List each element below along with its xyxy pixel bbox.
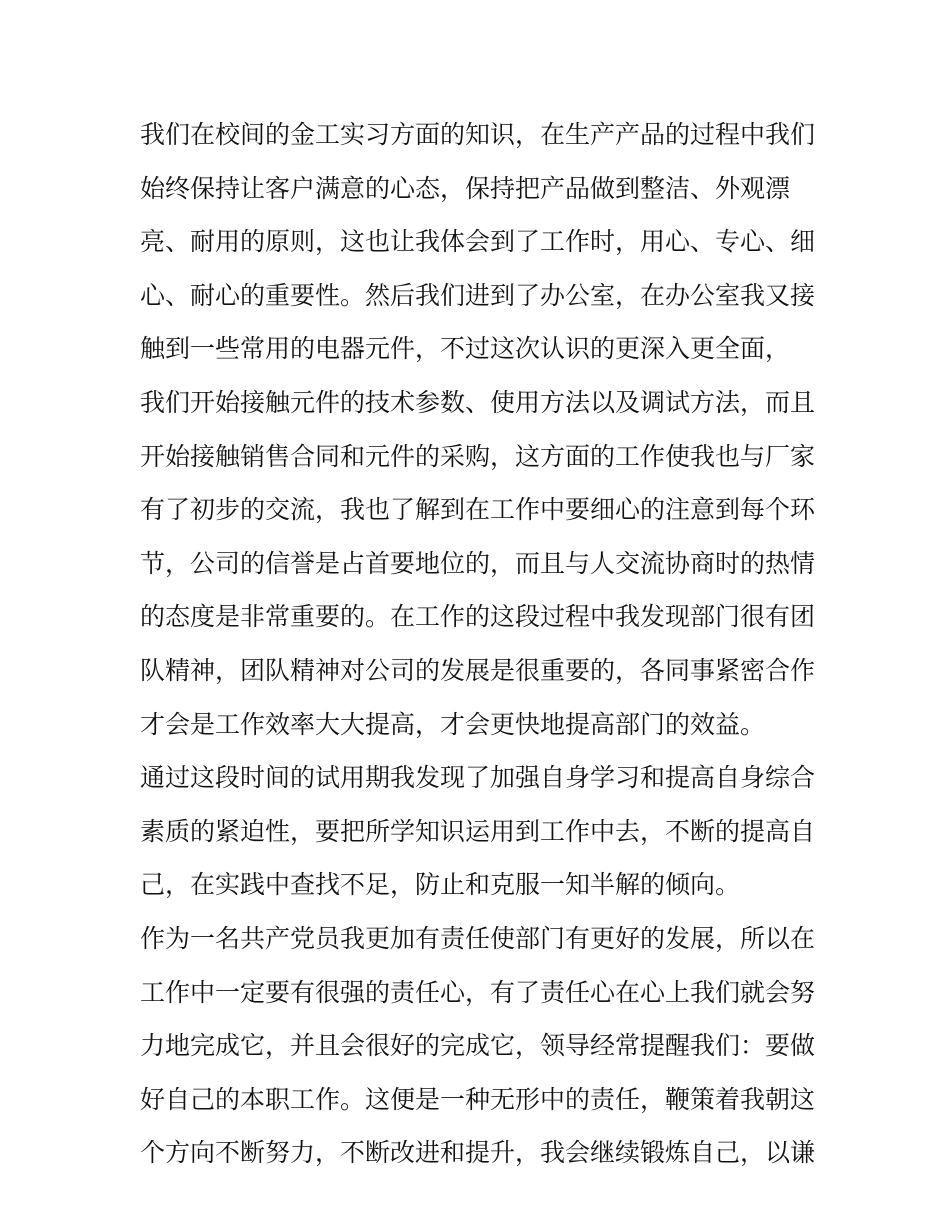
text-line: 有了初步的交流，我也了解到在工作中要细心的注意到每个环 (140, 495, 816, 525)
text-line: 队精神，团队精神对公司的发展是很重要的，各同事紧密合作 (140, 655, 816, 685)
text-line: 工作中一定要有很强的责任心，有了责任心在心上我们就会努 (140, 977, 816, 1007)
text-line: 才会是工作效率大大提高，才会更快地提高部门的效益。 (140, 709, 766, 739)
text-line: 心、耐心的重要性。然后我们进到了办公室，在办公室我又接 (140, 280, 816, 310)
text-line: 的态度是非常重要的。在工作的这段过程中我发现部门很有团 (140, 602, 816, 632)
text-line: 我们在校间的金工实习方面的知识，在生产产品的过程中我们 (140, 120, 816, 149)
text-line: 作为一名共产党员我更加有责任使部门有更好的发展，所以在 (140, 923, 816, 953)
text-line: 个方向不断努力，不断改进和提升，我会继续锻炼自己，以谦 (140, 1138, 816, 1168)
text-line: 亮、耐用的原则，这也让我体会到了工作时，用心、专心、细 (140, 227, 816, 257)
text-line: 好自己的本职工作。这便是一种无形中的责任，鞭策着我朝这 (140, 1084, 816, 1114)
text-line: 开始接触销售合同和元件的采购，这方面的工作使我也与厂家 (140, 441, 816, 471)
body-text (140, 108, 820, 1180)
text-line: 力地完成它，并且会很好的完成它，领导经常提醒我们：要做 (140, 1031, 816, 1061)
text-line: 通过这段时间的试用期我发现了加强自身学习和提高自身综合 (140, 763, 816, 793)
text-line: 素质的紧迫性，要把所学知识运用到工作中去，不断的提高自 (140, 816, 816, 846)
text-line: 触到一些常用的电器元件，不过这次认识的更深入更全面， (140, 334, 791, 364)
text-line: 始终保持让客户满意的心态，保持把产品做到整洁、外观漂 (140, 173, 791, 203)
text-line: 己，在实践中查找不足，防止和克服一知半解的倾向。 (140, 870, 741, 900)
text-line: 我们开始接触元件的技术参数、使用方法以及调试方法，而且 (140, 387, 816, 417)
text-line: 节，公司的信誉是占首要地位的，而且与人交流协商时的热情 (140, 548, 816, 578)
